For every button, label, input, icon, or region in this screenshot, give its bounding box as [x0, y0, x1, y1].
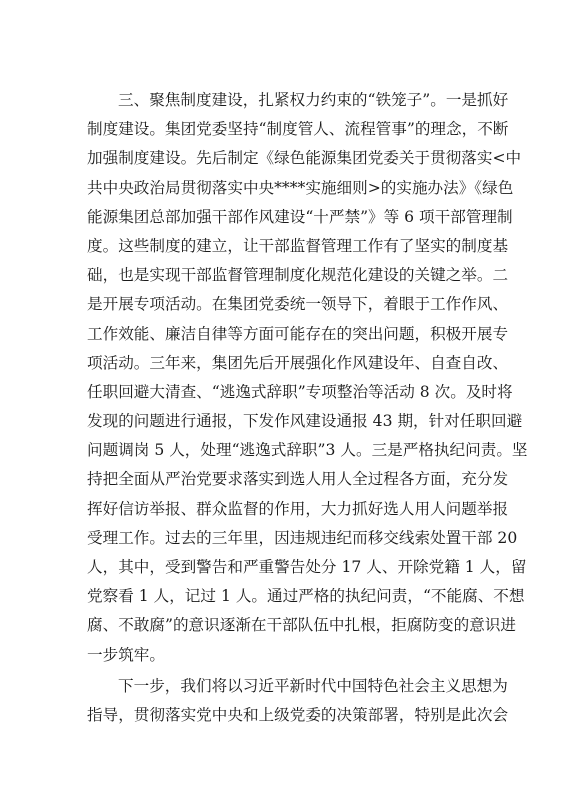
text-line: 共中央政治局贯彻落实中央****实施细则>的实施办法》《绿色 — [87, 178, 514, 197]
text-line: 工作效能、廉洁自律等方面可能存在的突出问题，积极开展专 — [87, 324, 509, 343]
text-line: 度。这些制度的建立，让干部监督管理工作有了坚实的制度基 — [87, 236, 509, 255]
paragraph-institution-building — [87, 86, 528, 670]
text-line: 是开展专项活动。在集团党委统一领导下，着眼于工作作风、 — [87, 295, 509, 314]
text-line: 指导，贯彻落实党中央和上级党委的决策部署，特别是此次会 — [87, 706, 509, 725]
paragraph-next-steps — [87, 672, 509, 730]
text-line: 任职回避大清查、“逃逸式辞职”专项整治等活动 8 次。及时将 — [87, 382, 513, 401]
text-line: 制度建设。集团党委坚持“制度管人、流程管事”的理念，不断 — [87, 120, 509, 139]
text-line: 挥好信访举报、群众监督的作用，大力抓好选人用人问题举报 — [87, 499, 509, 518]
text-line: 腐、不敢腐”的意识逐渐在干部队伍中扎根，拒腐防变的意识进 — [87, 616, 517, 635]
text-line: 能源集团总部加强干部作风建设“十严禁”》等 6 项干部管理制 — [87, 207, 513, 226]
text-line: 人，其中，受到警告和严重警告处分 17 人、开除党籍 1 人，留 — [87, 558, 527, 576]
text-line: 发现的问题进行通报，下发作风建设通报 43 期，针对任职回避 — [87, 412, 523, 431]
text-line: 加强制度建设。先后制定《绿色能源集团党委关于贯彻落实<中 — [87, 149, 522, 168]
text-line: 党察看 1 人，记过 1 人。通过严格的执纪问责，“不能腐、不想 — [87, 587, 525, 606]
text-line: 三、聚焦制度建设，扎紧权力约束的“铁笼子”。一是抓好 — [118, 91, 509, 109]
text-line: 一步筑牢。 — [87, 645, 165, 664]
text-line: 础，也是实现干部监督管理制度化规范化建设的关键之举。二 — [87, 266, 509, 285]
text-line: 受理工作。过去的三年里，因违规违纪而移交线索处置干部 20 — [87, 528, 518, 547]
text-line: 项活动。三年来，集团先后开展强化作风建设年、自查自改、 — [87, 353, 509, 372]
text-line: 问题调岗 5 人，处理“逃逸式辞职”3 人。三是严格执纪问责。坚 — [87, 441, 528, 460]
text-line: 持把全面从严治党要求落实到选人用人全过程各方面，充分发 — [87, 470, 509, 489]
text-line: 下一步，我们将以习近平新时代中国特色社会主义思想为 — [118, 677, 508, 695]
